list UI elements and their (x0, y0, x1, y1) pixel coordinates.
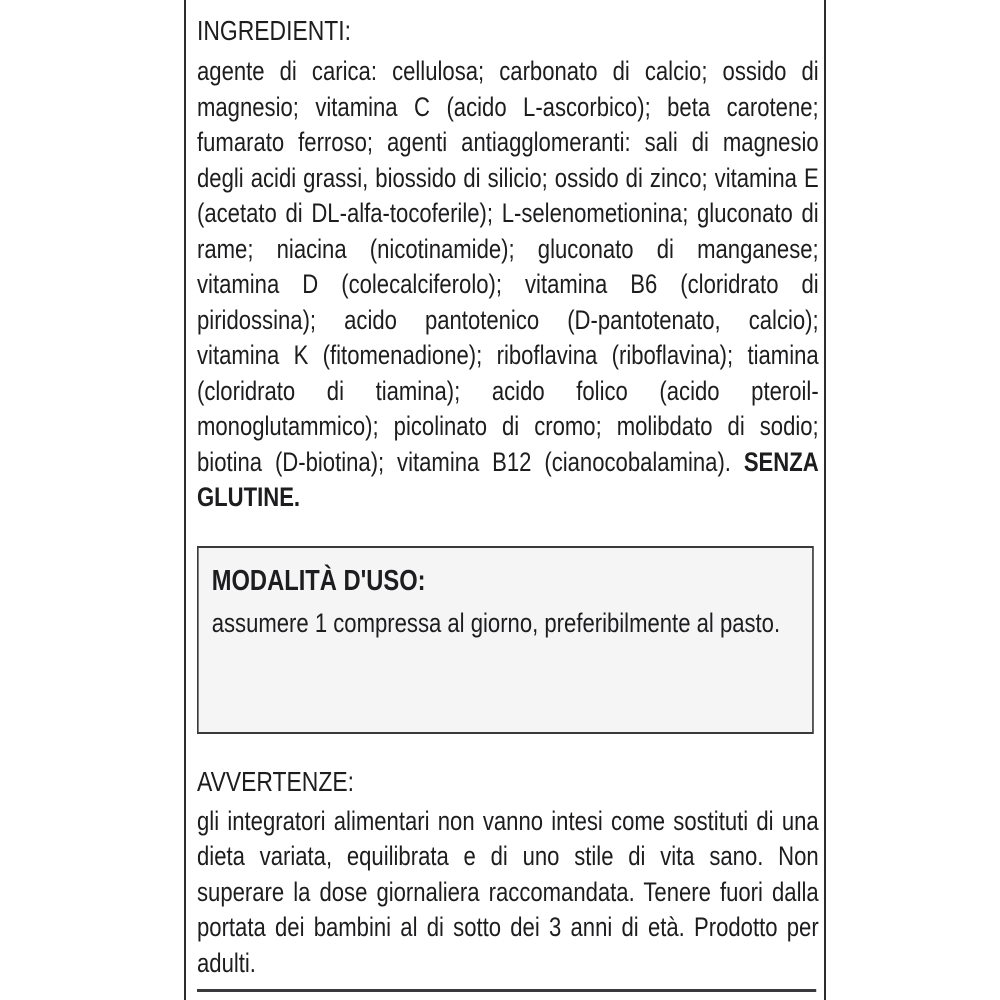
usage-box (197, 546, 814, 734)
label-content (197, 0, 819, 992)
bottom-divider (197, 989, 816, 992)
ingredients-heading: INGREDIENTI: (197, 15, 351, 46)
ingredients-body-text: agente di carica: cellulosa; carbonato di calcio; ossido di magnesio; vitamina C (acido L-ascorbico); beta carotene; fumarato ferroso; agenti antiagglomeranti: sali di magnesio degli acidi grassi, biossido di silicio; ossido di zinco; vitamina E (acetato di DL-alfa-tocoferile); L-selenometionina; gluconato di rame; niacina (nicotinamide); gluconato di manganese; vitamina D (colecalciferolo); vitamina B6 (cloridrato di piridossina); acido pantotenico (D-pantotenato, calcio); vitamina K (fitomenadione); riboflavina (riboflavina); tiamina (cloridrato di tiamina); acido folico (acido pteroil-monoglutammico); picolinato di cromo; molibdato di sodio; biotina (D-biotina); vitamina B12 (cianocobalamina). (197, 56, 819, 477)
gluten-free-statement: SENZA GLUTINE. (197, 446, 819, 512)
ingredients-paragraph (197, 54, 819, 516)
warnings-paragraph: gli integratori alimentari non vanno intesi come sostituti di una dieta variata, equilibrata e di uno stile di vita sano. Non superare la dose giornaliera raccomandata. Tenere fuori dalla portata dei bambini al di sotto dei 3 anni di età. Prodotto per adulti. (197, 805, 819, 978)
label-panel (184, 0, 826, 1000)
usage-heading: MODALITÀ D'USO: (211, 564, 426, 597)
warnings-heading: AVVERTENZE: (197, 765, 354, 797)
usage-paragraph: assumere 1 compressa al giorno, preferibilmente al pasto. (211, 607, 781, 638)
